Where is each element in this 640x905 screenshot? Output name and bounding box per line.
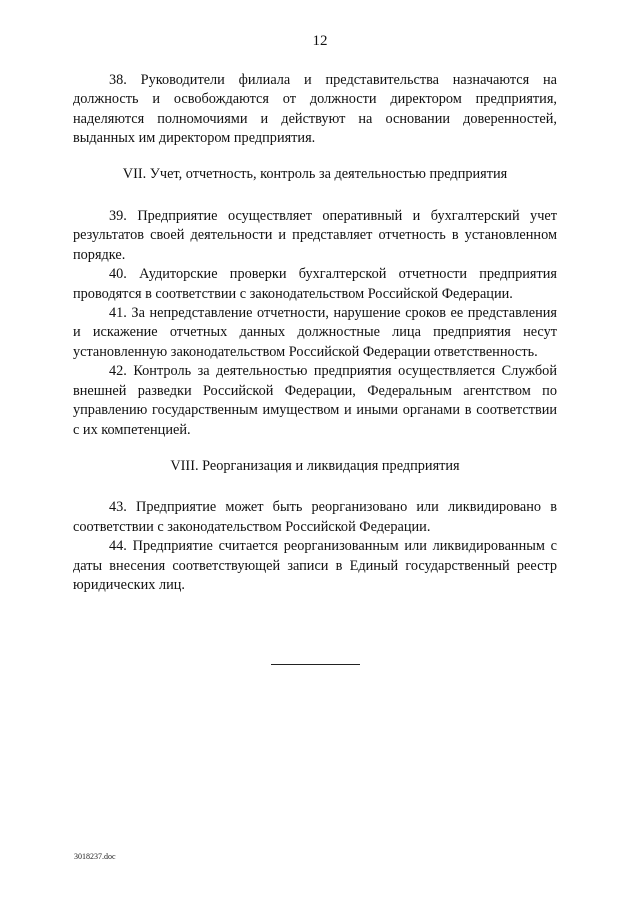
paragraph-number: 38. (109, 72, 127, 88)
paragraph-number: 43. (109, 499, 127, 516)
paragraph-text: Предприятие считается реорганизованным или ликвидированным с даты внесения соответствующей записи в Единый государственный реестр юридических лиц. (73, 538, 557, 593)
end-divider (271, 664, 360, 665)
paragraph-39 (73, 207, 557, 265)
paragraph-number: 44. (109, 538, 127, 555)
paragraph-number: 41. (109, 305, 127, 322)
paragraph-text: Предприятие может быть реорганизовано или ликвидировано в соответствии с законодательством Российской Федерации. (73, 499, 557, 535)
document-body (73, 71, 557, 595)
paragraph-38 (73, 71, 557, 149)
paragraph-number: 42. (109, 363, 127, 380)
section-heading-viii: VIII. Реорганизация и ликвидация предприятия (170, 457, 460, 474)
paragraph-44 (73, 537, 557, 595)
paragraph-text: Аудиторские проверки бухгалтерской отчетности предприятия проводятся в соответствии с законодательством Российской Федерации. (73, 266, 557, 302)
document-code: 3018237.doc (74, 852, 116, 861)
section-heading-vii: VII. Учет, отчетность, контроль за деятельностью предприятия (122, 165, 508, 182)
paragraph-text: Руководители филиала и представительства назначаются на должность и освобождаются от должности директором предприятия, наделяются полномочиями и действуют на основании доверенностей, выданных им директором предприятия. (73, 72, 557, 147)
page-number: 12 (312, 33, 328, 49)
paragraph-text: Контроль за деятельностью предприятия осуществляется Службой внешней разведки Российской Федерации, Федеральным агентством по управлению государственным имуществом и иными органами в соответствии с их компетенцией. (73, 363, 557, 438)
paragraph-number: 40. (109, 266, 127, 283)
paragraph-number: 39. (109, 208, 127, 225)
paragraph-text: Предприятие осуществляет оперативный и бухгалтерский учет результатов своей деятельности и представляет отчетность в установленном порядке. (73, 208, 557, 263)
paragraph-text: За непредставление отчетности, нарушение сроков ее представления и искажение отчетных данных должностные лица предприятия несут установленную законодательством Российской Федерации ответственность. (73, 305, 557, 360)
paragraph-40 (73, 265, 557, 304)
paragraph-42 (73, 362, 557, 440)
paragraph-41 (73, 304, 557, 362)
paragraph-43 (73, 498, 557, 537)
